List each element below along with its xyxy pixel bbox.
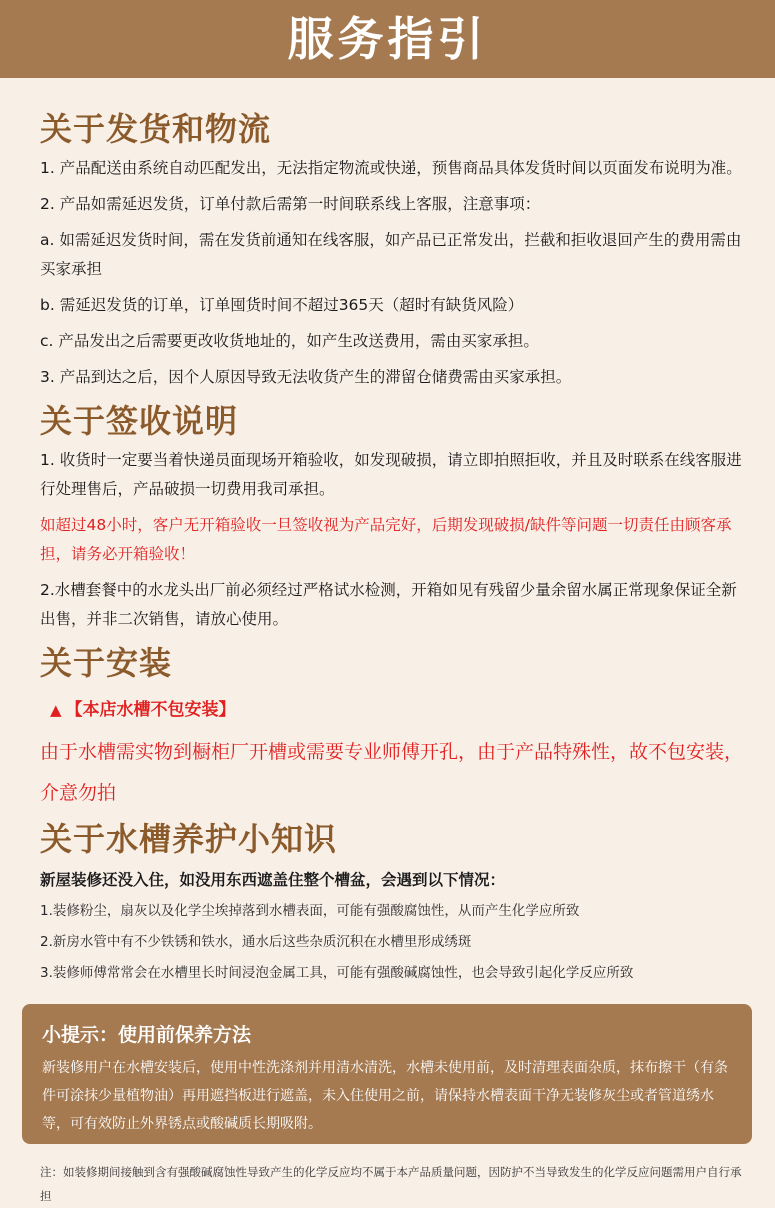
tip-box [22, 1004, 752, 1144]
shipping-item: a. 如需延迟发货时间，需在发货前通知在线客服，如产品已正常发出，拦截和拒收退回产生的费用需由买家承担 [40, 231, 742, 278]
section-receipt [40, 396, 745, 634]
section-title-shipping: 关于发货和物流 [40, 110, 272, 148]
section-title-receipt: 关于签收说明 [40, 402, 239, 440]
care-item: 2.新房水管中有不少铁锈和铁水，通水后这些杂质沉积在水槽里形成绣斑 [40, 934, 472, 950]
section-install [40, 638, 745, 814]
receipt-item: 1. 收货时一定要当着快递员面现场开箱验收，如发现破损，请立即拍照拒收，并且及时联系在线客服进行处理售后，产品破损一切费用我司承担。 [40, 451, 742, 498]
care-item: 1.装修粉尘，扇灰以及化学尘埃掉落到水槽表面，可能有强酸腐蚀性，从而产生化学应所致 [40, 903, 580, 919]
section-title-care: 关于水槽养护小知识 [40, 820, 338, 858]
page-title: 服务指引 [287, 12, 488, 66]
section-title-install: 关于安装 [40, 644, 173, 682]
shipping-item: b. 需延迟发货的订单，订单囤货时间不超过365天（超时有缺货风险） [40, 296, 524, 314]
install-notice [50, 688, 745, 732]
section-care [40, 814, 745, 989]
receipt-warning: 如超过48小时，客户无开箱验收一旦签收视为产品完好，后期发现破损/缺件等问题一切责任由顾客承担，请务必开箱验收！ [40, 516, 732, 563]
page-header [0, 0, 775, 78]
receipt-item: 2.水槽套餐中的水龙头出厂前必须经过严格试水检测，开箱如见有残留少量余留水属正常现象保证全新出售，并非二次销售，请放心使用。 [40, 581, 737, 628]
warning-triangle-icon: ▲ [50, 701, 62, 719]
shipping-item: c. 产品发出之后需要更改收货地址的，如产生改送费用，需由买家承担。 [40, 332, 539, 350]
tip-title: 小提示：使用前保养方法 [42, 1024, 252, 1046]
footer-note: 注：如装修期间接触到含有强酸碱腐蚀性导致产生的化学反应均不属于本产品质量问题，因防护不当导致发生的化学反应问题需用户自行承担 [40, 1165, 742, 1203]
tip-body: 新装修用户在水槽安装后，使用中性洗涤剂并用清水清洗，水槽未使用前，及时清理表面杂质，抹布擦干（有条件可涂抹少量植物油）再用遮挡板进行遮盖，未入住使用之前，请保持水槽表面干净无装修灰尘或者管道绣水等，可有效防止外界锈点或酸碱质长期吸附。 [42, 1060, 728, 1132]
shipping-item: 3. 产品到达之后，因个人原因导致无法收货产生的滞留仓储费需由买家承担。 [40, 368, 572, 386]
shipping-item: 1. 产品配送由系统自动匹配发出，无法指定物流或快递，预售商品具体发货时间以页面发布说明为准。 [40, 159, 742, 177]
care-item: 3.装修师傅常常会在水槽里长时间浸泡金属工具，可能有强酸碱腐蚀性，也会导致引起化学反应所致 [40, 965, 634, 981]
section-shipping [40, 104, 745, 392]
main-content [40, 104, 745, 989]
shipping-item: 2. 产品如需延迟发货，订单付款后需第一时间联系线上客服，注意事项： [40, 195, 541, 213]
care-intro: 新屋装修还没入住，如没用东西遮盖住整个槽盆，会遇到以下情况： [40, 871, 506, 889]
install-notice-text: 【本店水槽不包安装】 [65, 700, 236, 720]
install-body: 由于水槽需实物到橱柜厂开槽或需要专业师傅开孔，由于产品特殊性，故不包安装，介意勿拍 [40, 741, 744, 804]
